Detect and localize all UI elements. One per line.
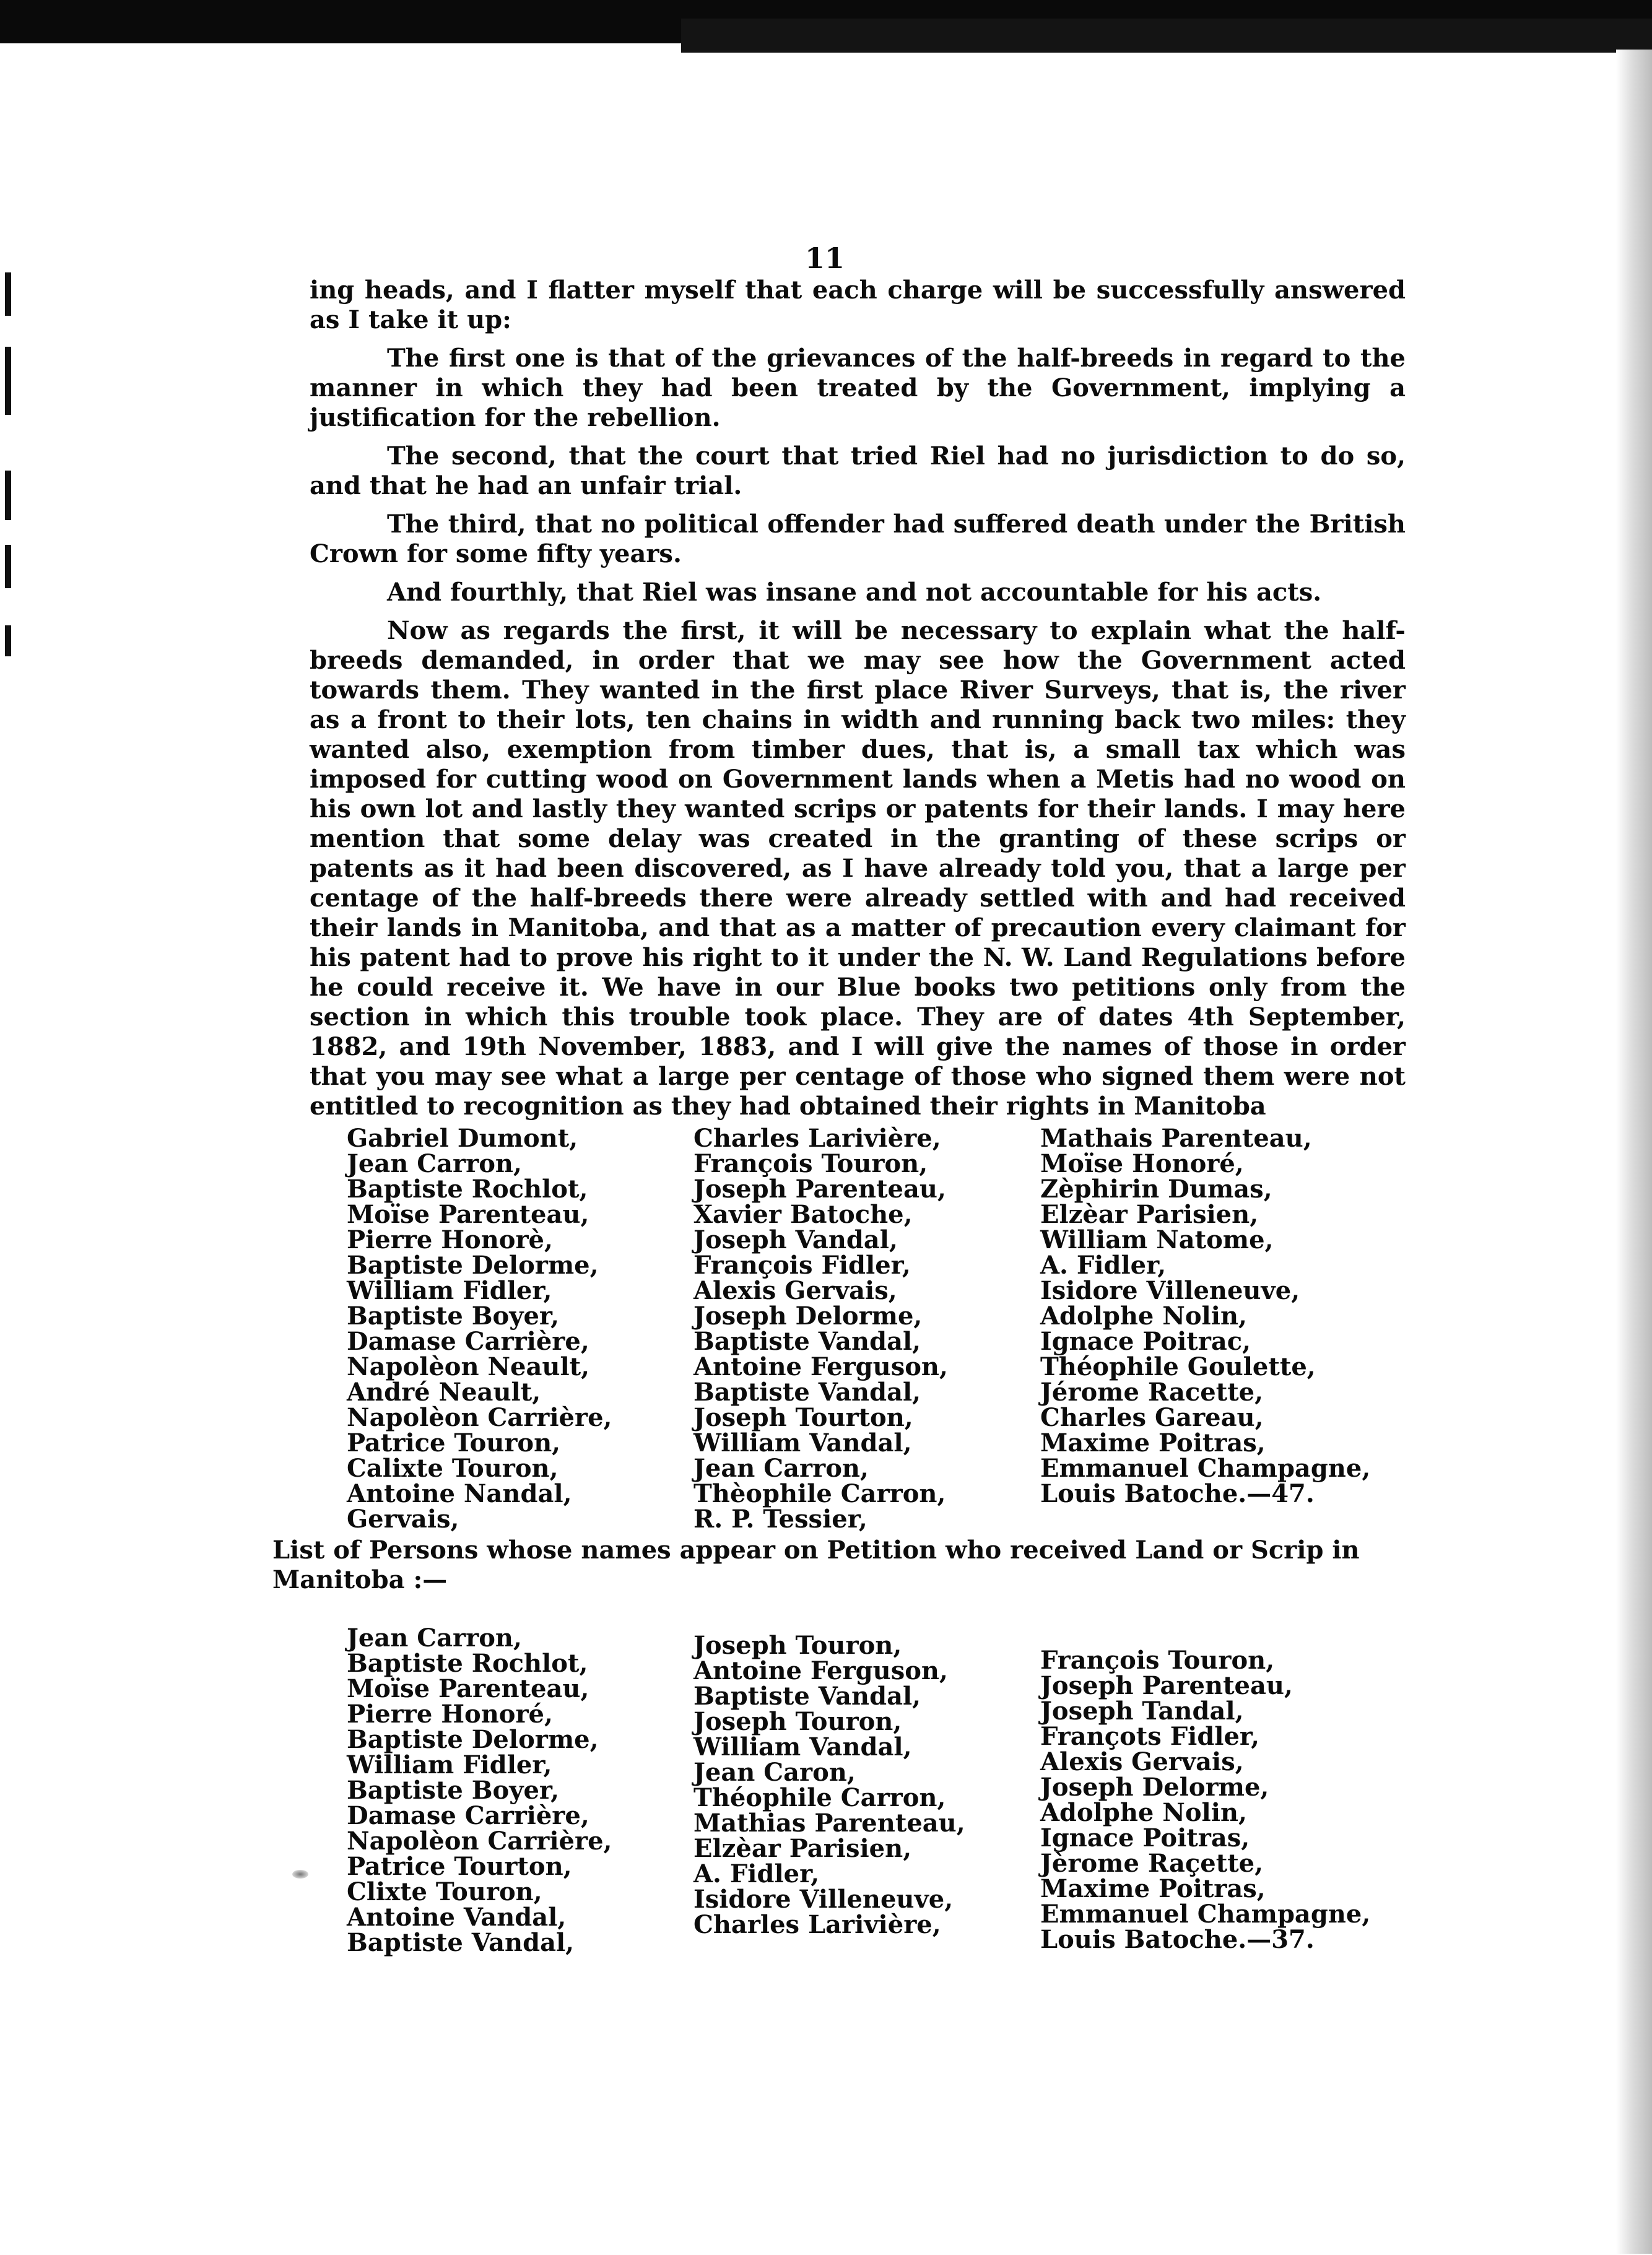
name-entry: R. P. Tessier, xyxy=(693,1505,867,1534)
name-entry: Jean Carron, xyxy=(347,1149,522,1178)
name-entry: Jean Carron, xyxy=(693,1454,869,1483)
name-entry: William Natome, xyxy=(1040,1225,1274,1254)
facing-page-bleed xyxy=(0,0,74,2255)
name-entry: Moïse Parenteau, xyxy=(347,1200,589,1229)
name-entry: Joseph Vandal, xyxy=(693,1225,898,1254)
name-entry: William Fidler, xyxy=(347,1750,552,1779)
name-entry: William Vandal, xyxy=(693,1428,912,1458)
name-entry: Jèrome Raçette, xyxy=(1040,1849,1264,1878)
name-entry: Isidore Villeneuve, xyxy=(693,1885,954,1914)
name-entry: Gabriel Dumont, xyxy=(347,1124,578,1153)
name-entry: Ignace Poitras, xyxy=(1040,1823,1250,1853)
name-entry: Baptiste Vandal, xyxy=(693,1378,921,1407)
name-entry: Louis Batoche.—47. xyxy=(1040,1479,1315,1508)
name-entry: Moïse Parenteau, xyxy=(347,1674,589,1703)
name-entry: Damase Carrière, xyxy=(347,1801,589,1830)
paragraph-fourth-charge: And fourthly, that Riel was insane and not accountable for his acts. xyxy=(387,578,1322,607)
name-entry: Napolèon Carrière, xyxy=(347,1827,612,1856)
name-entry: Damase Carrière, xyxy=(347,1327,589,1356)
name-entry: Pierre Honoré, xyxy=(347,1700,553,1729)
name-entry: Joseph Tourton, xyxy=(693,1403,913,1432)
name-entry: Charles Larivière, xyxy=(693,1910,941,1939)
name-entry: Baptiste Vandal, xyxy=(347,1928,575,1957)
page-number: 11 xyxy=(805,241,845,275)
name-entry: Elzèar Parisien, xyxy=(693,1834,912,1863)
name-entry: Joseph Delorme, xyxy=(1040,1773,1269,1802)
land-recipients-list xyxy=(347,1625,1387,1955)
name-entry: Jean Caron, xyxy=(693,1758,856,1787)
paragraph-second-charge: The second, that the court that tried Riel had no jurisdiction to do so, and that he had an unfair trial. xyxy=(310,441,1406,500)
ink-smudge xyxy=(292,1870,308,1879)
name-entry: Théophile Goulette, xyxy=(1040,1352,1316,1381)
name-entry: Patrice Tourton, xyxy=(347,1852,572,1881)
name-entry: Antoine Ferguson, xyxy=(693,1352,948,1381)
name-entry: A. Fidler, xyxy=(693,1859,820,1888)
name-entry: Alexis Gervais, xyxy=(693,1276,897,1305)
name-entry: Joseph Delorme, xyxy=(693,1301,923,1331)
name-entry: Antoine Vandal, xyxy=(347,1903,567,1932)
name-entry: Emmanuel Champagne, xyxy=(1040,1900,1371,1929)
name-entry: Théophile Carron, xyxy=(693,1783,946,1812)
paragraph-first-grievance: Now as regards the first, it will be necessary to explain what the half-breeds demanded, in order that we may see how the Government acted towards them. They wanted in the first place River Surveys, that is, the river as a front to their lots, ten chains in width and running back two miles: they wanted also, exemption from timber dues, that is, a small tax which was imposed for cutting wood on Government lands when a Metis had no wood on his own lot and lastly they wanted scrips or patents for their lands. I may here mention that some delay was created in the granting of these scrips or patents as it had been discovered, as I have already told you, that a large per centage of the half-breeds there were already settled with and had received their lands in Manitoba, and that as a matter of precaution every claimant for his patent had to prove his right to it under the N. W. Land Regulations before he could receive it. We have in our Blue books two petitions only from the section in which this trouble took place. They are of dates 4th September, 1882, and 19th November, 1883, and I will give the names of those in order that you may see what a large per centage of those who signed them were not entitled to recognition as they had obtained their rights in Manitoba xyxy=(310,616,1406,1121)
name-entry: Xavier Batoche, xyxy=(693,1200,913,1229)
name-entry: Charles Larivière, xyxy=(693,1124,941,1153)
name-entry: Zèphirin Dumas, xyxy=(1040,1175,1272,1204)
name-entry: Alexis Gervais, xyxy=(1040,1747,1244,1776)
name-entry: Baptiste Rochlot, xyxy=(347,1175,588,1204)
name-entry: Joseph Touron, xyxy=(693,1631,902,1660)
name-entry: Mathais Parenteau, xyxy=(1040,1124,1312,1153)
name-entry: Jérome Racette, xyxy=(1040,1378,1264,1407)
name-entry: Napolèon Carrière, xyxy=(347,1403,612,1432)
name-entry: Baptiste Boyer, xyxy=(347,1301,560,1331)
name-entry: Emmanuel Champagne, xyxy=(1040,1454,1371,1483)
name-entry: André Neault, xyxy=(347,1378,541,1407)
signers-column-3 xyxy=(1040,1126,1387,1532)
recipients-column-1 xyxy=(347,1625,693,1955)
name-entry: Pierre Honorè, xyxy=(347,1225,553,1254)
name-entry: Baptiste Delorme, xyxy=(347,1251,599,1280)
name-entry: Mathias Parenteau, xyxy=(693,1809,965,1838)
recipients-column-2 xyxy=(693,1625,1040,1955)
name-entry: François Touron, xyxy=(693,1149,928,1178)
name-entry: Patrice Touron, xyxy=(347,1428,561,1458)
name-entry: Elzèar Parisien, xyxy=(1040,1200,1259,1229)
name-entry: Adolphe Nolin, xyxy=(1040,1798,1247,1827)
paragraph-third-charge: The third, that no political offender had suffered death under the British Crown for some fifty years. xyxy=(310,510,1406,568)
scan-top-border-shadow xyxy=(681,19,1652,53)
recipients-column-3 xyxy=(1040,1625,1387,1955)
name-entry: Moïse Honoré, xyxy=(1040,1149,1244,1178)
name-entry: Thèophile Carron, xyxy=(693,1479,946,1508)
name-entry: Joseph Tandal, xyxy=(1040,1697,1244,1726)
name-entry: Joseph Touron, xyxy=(693,1707,902,1736)
name-entry: Françots Fidler, xyxy=(1040,1722,1260,1751)
name-entry: Calixte Touron, xyxy=(347,1454,559,1483)
name-entry: Ignace Poitrac, xyxy=(1040,1327,1251,1356)
name-entry: Louis Batoche.—37. xyxy=(1040,1925,1315,1954)
signers-column-1 xyxy=(347,1126,693,1532)
petition-signers-list xyxy=(347,1126,1387,1532)
name-entry: William Vandal, xyxy=(693,1732,912,1762)
name-entry: Adolphe Nolin, xyxy=(1040,1301,1247,1331)
name-entry: Charles Gareau, xyxy=(1040,1403,1264,1432)
name-entry: Baptiste Vandal, xyxy=(693,1327,921,1356)
name-entry: Baptiste Vandal, xyxy=(693,1682,921,1711)
name-entry: William Fidler, xyxy=(347,1276,552,1305)
name-entry: François Touron, xyxy=(1040,1646,1275,1675)
name-entry: Jean Carron, xyxy=(347,1623,522,1653)
list-heading: List of Persons whose names appear on Petition who received Land or Scrip in Manitoba :— xyxy=(272,1536,1360,1594)
paragraph-first-charge: The first one is that of the grievances of the half-breeds in regard to the manner in which they had been treated by the Government, implying a justification for the rebellion. xyxy=(310,344,1406,432)
name-entry: Baptiste Boyer, xyxy=(347,1776,560,1805)
name-entry: Antoine Nandal, xyxy=(347,1479,572,1508)
name-entry: Maxime Poitras, xyxy=(1040,1428,1266,1458)
page-edge-shadow xyxy=(1616,50,1652,2254)
signers-column-2 xyxy=(693,1126,1040,1532)
name-entry: Gervais, xyxy=(347,1505,459,1534)
name-entry: Antoine Ferguson, xyxy=(693,1656,948,1685)
name-entry: Napolèon Neault, xyxy=(347,1352,590,1381)
name-entry: Baptiste Delorme, xyxy=(347,1725,599,1754)
name-entry: François Fidler, xyxy=(693,1251,911,1280)
body-text xyxy=(310,276,1406,1121)
name-entry: A. Fidler, xyxy=(1040,1251,1167,1280)
name-entry: Joseph Parenteau, xyxy=(1040,1671,1293,1700)
name-entry: Joseph Parenteau, xyxy=(693,1175,946,1204)
name-entry: Clixte Touron, xyxy=(347,1877,542,1906)
name-entry: Maxime Poitras, xyxy=(1040,1874,1266,1903)
name-entry: Isidore Villeneuve, xyxy=(1040,1276,1300,1305)
name-entry: Baptiste Rochlot, xyxy=(347,1649,588,1678)
paragraph-intro: ing heads, and I flatter myself that each charge will be successfully answered as I take it up: xyxy=(310,276,1406,334)
